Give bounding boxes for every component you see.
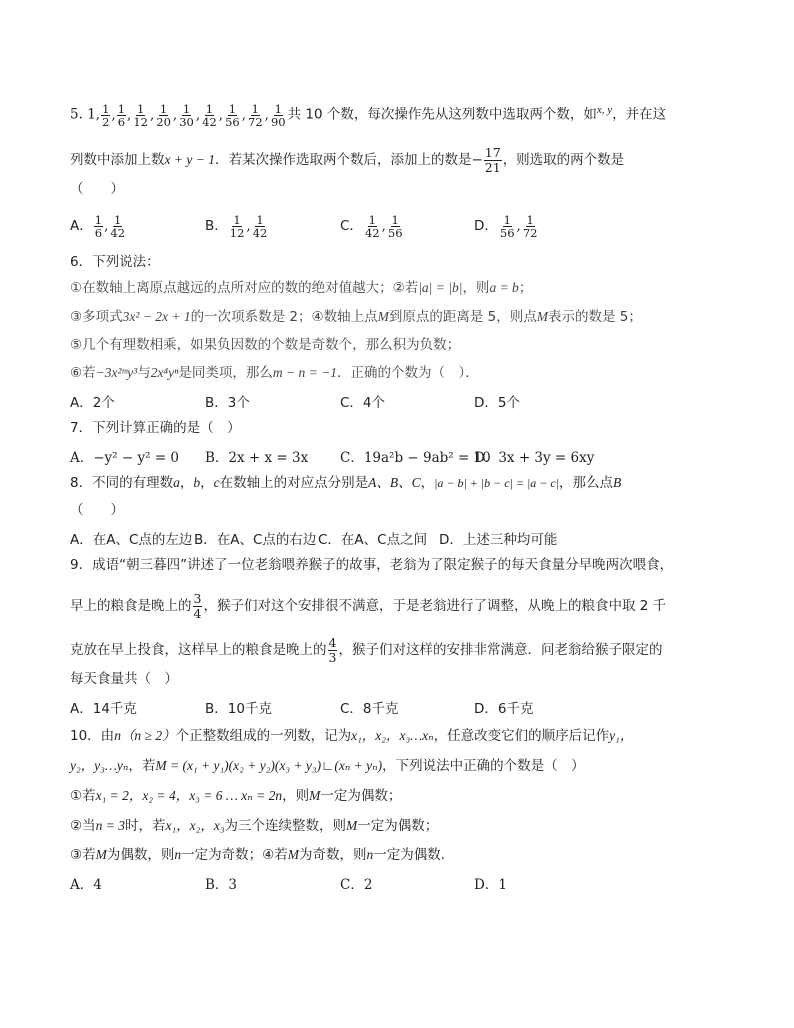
q10-statement-1 (70, 787, 401, 805)
fraction: $\frac{1}{2}$ (102, 101, 110, 129)
q6-s3b: 的一次项系数是 2；④数轴上点 (190, 309, 378, 325)
option-C[interactable]: C．8千克 (340, 701, 399, 717)
q5-line2 (70, 146, 624, 175)
q5-seq-first: 1, (87, 106, 101, 123)
q5-paren: （ ） (70, 181, 124, 197)
fraction: $\frac{1}{90}$ (270, 101, 286, 129)
q9-frac1: $\frac{3}{4}$ (193, 591, 202, 621)
q6-s3M: M (377, 309, 389, 324)
fraction: $\frac{1}{42}$ (202, 101, 217, 129)
q10-s3M: M (95, 847, 107, 862)
q10-s1expr: x₁ = 2，x₂ = 4，x₃ = 6 … xₙ = 2n (95, 788, 283, 803)
q7-title: 7．下列计算正确的是（ ） (70, 420, 241, 436)
q10-s3a: ③若 (70, 847, 96, 863)
q8-v3: c (213, 475, 220, 490)
q5-number: 5. (70, 106, 83, 123)
q6-s3c: 到原点的距离是 5，则点 (388, 309, 537, 325)
q6-s6c: 是同类项，那么 (178, 365, 273, 381)
q8-c3: ， (420, 475, 435, 491)
fraction: $\frac{1}{42}$ (110, 213, 126, 240)
q10-line2b: ，若 (128, 758, 156, 774)
fraction: $\frac{1}{72}$ (248, 101, 263, 129)
fraction: $\frac{1}{72}$ (522, 213, 538, 240)
fraction: $\frac{1}{56}$ (387, 213, 403, 240)
q10-s3d: 为奇数，则 (298, 847, 367, 863)
q8-line1 (70, 474, 621, 492)
q10-line1c: ，任意改变它们的顺序后记作 (433, 728, 610, 744)
q6-statement-6 (70, 364, 479, 382)
q6-s3a: ③多项式 (70, 309, 123, 325)
option-D[interactable]: D．6千克 (474, 701, 534, 717)
q10-s1c: 一定为偶数； (320, 788, 402, 804)
option-D[interactable]: D． $\frac{1}{56}$ , $\frac{1}{72}$ (474, 213, 538, 240)
q10-statement-3 (70, 846, 454, 864)
q10-s1b: ，则 (282, 788, 310, 804)
q5-sequence: $\frac{1}{2}$ , $\frac{1}{6}$ , $\frac{1}{12}$ , $\frac{1}{20}$ , $\frac{1}{30}$ , $\frac{1}{42}$ , $\frac{1}{56}$ , $\frac{1}{72}$ , $\frac{1}{90}$ (102, 101, 286, 129)
q6-statement-3 (70, 308, 642, 326)
q5-line2c: ，则选取的两个数是 (502, 152, 625, 168)
q5-xy: x, y (596, 104, 613, 116)
q5-expr: x + y − 1 (164, 152, 215, 167)
q10-n1: n（n ≥ 2） (114, 728, 176, 743)
option-B[interactable]: B． $\frac{1}{12}$ , $\frac{1}{42}$ (205, 213, 268, 240)
q5-line2a: 列数中添加上数 (70, 152, 165, 168)
option-A[interactable]: A．在A、C点的左边 (70, 532, 193, 548)
q6-title: 6．下列说法： (70, 254, 160, 270)
q9-frac2: $\frac{4}{3}$ (328, 635, 337, 665)
q8-b: 在数轴上的对应点分别是 (219, 475, 369, 491)
q9-line2b: ，猴子们对这个安排很不满意，于是老翁进行了调整，从晚上的粮食中取 2 千 (203, 598, 667, 614)
q10-s3e: 一定为偶数． (373, 847, 455, 863)
option-A[interactable]: A．2个 (70, 395, 115, 411)
q9-line4: 每天食量共（ ） (70, 671, 178, 687)
option-C[interactable]: C．19a²b − 9ab² = 10 (340, 450, 491, 466)
option-A[interactable]: A．4 (70, 877, 102, 893)
option-C[interactable]: C．4个 (340, 395, 386, 411)
q8-c1: ， (179, 475, 194, 491)
q6-s6eq: m − n = −1 (272, 365, 337, 380)
option-C[interactable]: C．在A、C点之间 (318, 532, 428, 548)
q9-line2 (70, 592, 666, 621)
q6-s6t1: −3x²ᵐy³ (95, 365, 138, 380)
q6-s6b: 与 (137, 365, 151, 381)
q6-s3M2: M (536, 309, 548, 324)
q6-s1c: a = b (489, 280, 519, 295)
q10-line2c: ，下列说法中正确的个数是（ ） (382, 758, 585, 774)
option-B[interactable]: B．2x + x = 3x (205, 450, 309, 466)
fraction: $\frac{1}{42}$ (364, 213, 380, 240)
fraction: $\frac{1}{12}$ (133, 101, 148, 129)
q6-s3poly: 3x² − 2x + 1 (122, 309, 191, 324)
q10-line1 (70, 727, 633, 745)
q10-line2 (70, 757, 585, 775)
fraction: $\frac{1}{30}$ (179, 101, 194, 129)
q10-s3b: 为偶数，则 (106, 847, 175, 863)
q6-s6a: ⑥若 (70, 365, 96, 381)
q6-statement-1 (70, 279, 532, 297)
q8-c2: ， (200, 475, 214, 491)
option-D[interactable]: D．1 (474, 877, 507, 893)
q10-statement-2 (70, 817, 438, 835)
q8-B: B (613, 475, 622, 490)
option-A[interactable]: A．14千克 (70, 701, 137, 717)
q10-s1M: M (309, 788, 321, 803)
fraction: $\frac{1}{6}$ (94, 213, 103, 240)
fraction: $\frac{1}{42}$ (252, 213, 268, 240)
q10-s2M: M (346, 818, 358, 833)
q5-text2: ，并在这 (612, 106, 667, 123)
q9-line1: 9．成语“朝三暮四”讲述了一位老翁喂养猴子的故事，老翁为了限定猴子的每天食量分早晚两次喂食， (70, 557, 674, 573)
q10-s3n: n (174, 847, 182, 862)
option-C[interactable]: C． $\frac{1}{42}$ , $\frac{1}{56}$ (340, 213, 403, 240)
option-B[interactable]: B．在A、C点的右边 (194, 532, 317, 548)
q8-pts: A、B、C (368, 475, 421, 490)
q8-a: 8．不同的有理数 (70, 475, 174, 491)
q10-y1: y₁， (609, 728, 634, 743)
q10-Mexpr: M = (x₁ + y₁)(x₂ + y₂)(x₃ + y₃)∟(xₙ + yₙ) (155, 758, 383, 773)
q6-s1a: ①在数轴上离原点越远的点所对应的数的绝对值越大；②若 (70, 280, 419, 296)
q10-s1a: ①若 (70, 788, 96, 804)
q8-v2: b (193, 475, 201, 490)
option-A[interactable]: A． $\frac{1}{6}$ , $\frac{1}{42}$ (70, 213, 126, 240)
option-C[interactable]: C．2 (340, 877, 373, 893)
fraction: $\frac{1}{20}$ (156, 101, 171, 129)
q9-line3 (70, 636, 662, 665)
q10-s2n: n = 3 (95, 818, 125, 833)
option-D[interactable]: D．上述三种均可能 (439, 532, 558, 548)
q5-line1 (70, 101, 666, 128)
q6-statement-5: ⑤几个有理数相乘，如果负因数的个数是奇数个，那么积为负数； (70, 337, 461, 353)
fraction: $\frac{1}{56}$ (499, 213, 515, 240)
fraction: $\frac{1}{56}$ (225, 101, 240, 129)
q6-s6t2: 2x⁴yⁿ (150, 365, 179, 380)
option-D[interactable]: D．5个 (474, 395, 520, 411)
q8-v1: a (173, 475, 180, 490)
q6-s3d: 表示的数是 5； (548, 309, 642, 325)
q10-s2a: ②当 (70, 818, 96, 834)
option-B[interactable]: B．3 (205, 877, 238, 893)
option-B[interactable]: B．3个 (205, 395, 250, 411)
q10-s3M2: M (287, 847, 299, 862)
q8-d: ，那么点 (559, 475, 614, 491)
fraction: $\frac{1}{6}$ (117, 101, 126, 129)
q10-line2a: y₂，y₃…yₙ (70, 758, 129, 773)
q10-s2b: 时，若 (124, 818, 166, 834)
q9-line3a: 克放在早上投食，这样早上的粮食是晚上的 (70, 642, 327, 658)
q10-s3n2: n (366, 847, 374, 862)
q6-s1d: ； (518, 280, 533, 296)
q6-s6d: ．正确的个数为（ ）． (336, 365, 479, 381)
option-D[interactable]: D．3x + 3y = 6xy (474, 450, 595, 466)
q5-frac: $\frac{17}{21}$ (484, 145, 501, 175)
q5-neg: − (471, 152, 483, 168)
q9-line2a: 早上的粮食是晚上的 (70, 598, 192, 614)
fraction: $\frac{1}{12}$ (229, 213, 245, 240)
q6-s1abs: |a| = |b| (418, 280, 463, 295)
option-B[interactable]: B．10千克 (205, 701, 272, 717)
q10-s2d: 一定为偶数； (357, 818, 439, 834)
q9-line3b: ，猴子们对这样的安排非常满意．问老翁给猴子限定的 (338, 642, 663, 658)
q10-s2c: 为三个连续整数，则 (224, 818, 347, 834)
q5-text1: 共 10 个数，每次操作先从这列数中选取两个数，如 (287, 106, 597, 123)
option-A[interactable]: A．−y² − y² = 0 (70, 450, 180, 466)
q10-line1a: 10．由 (70, 728, 115, 744)
q10-line1b: 个正整数组成的一列数，记为 (175, 728, 352, 744)
q5-line2b: ．若某次操作选取两个数后，添加上的数是 (214, 152, 472, 168)
q6-s1b: ，则 (462, 280, 490, 296)
q8-paren: （ ） (70, 502, 124, 518)
q10-s2x: x₁，x₂，x₃ (165, 818, 225, 833)
q10-xs: x₁，x₂，x₃…xₙ (351, 728, 434, 743)
q8-abs: |a − b| + |b − c| = |a − c| (434, 476, 560, 490)
q10-s3c: 一定为奇数；④若 (181, 847, 288, 863)
